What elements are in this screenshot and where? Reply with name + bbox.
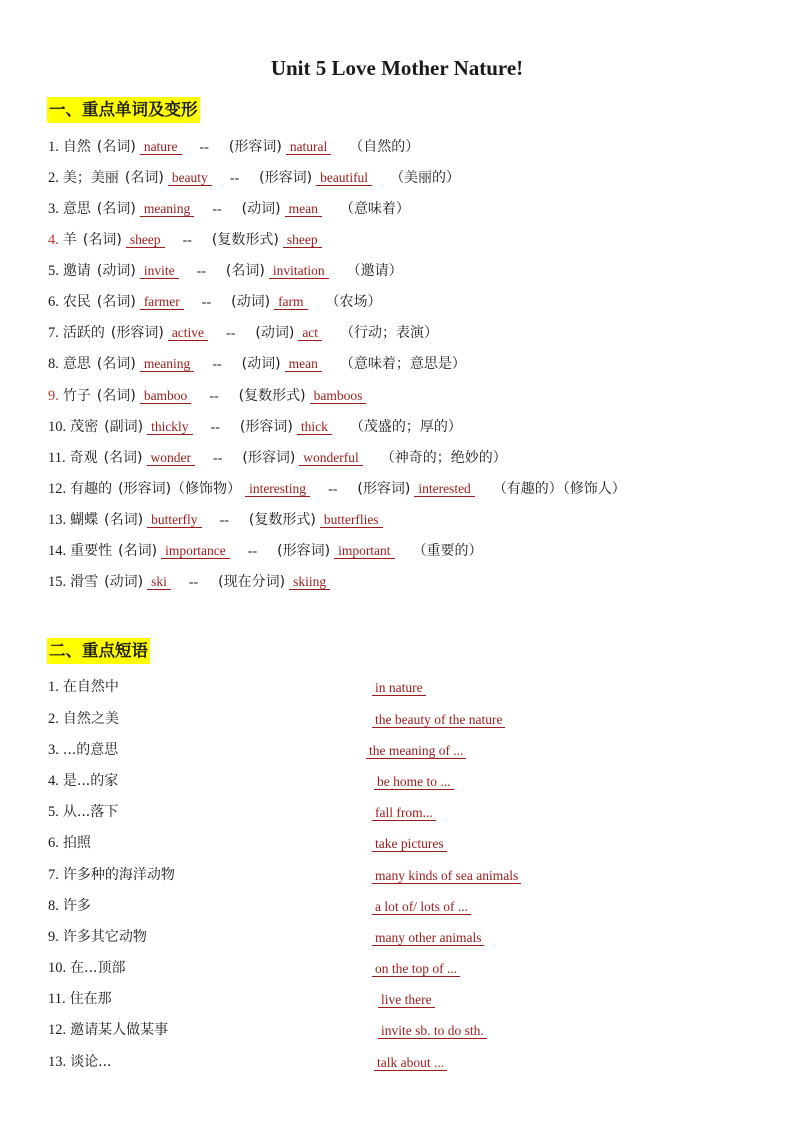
part-of-speech-1: (动词) — [104, 574, 144, 590]
phrase-row — [48, 771, 118, 791]
part-of-speech-1: (名词) — [96, 294, 136, 310]
answer-1: farmer — [140, 294, 184, 310]
answer-2: skiing — [289, 574, 330, 590]
english-phrase-answer: many kinds of sea animals — [372, 868, 521, 884]
chinese-word: 意思 — [62, 356, 91, 372]
part-of-speech-1: (名词) — [96, 356, 136, 372]
row-number: 8. — [48, 356, 59, 372]
answer-1: butterfly — [147, 512, 202, 528]
answer-2: important — [334, 543, 395, 559]
phrase-row — [48, 709, 119, 729]
word-row — [48, 448, 507, 468]
dash-separator: -- — [201, 295, 212, 310]
word-row — [48, 199, 410, 219]
row-number: 3. — [48, 201, 59, 217]
part-of-speech-1: (名词) — [104, 512, 144, 528]
meaning-note: （意味着） — [339, 201, 410, 217]
dash-separator: -- — [196, 264, 206, 279]
part-of-speech-2: (复数形式) — [211, 232, 279, 248]
part-of-speech-2: (动词) — [241, 201, 281, 217]
meaning-note: （农场） — [325, 294, 382, 310]
answer-1: sheep — [126, 232, 165, 248]
word-row — [48, 417, 462, 437]
chinese-word: 羊 — [62, 232, 77, 248]
meaning-note: （行动；表演） — [340, 325, 439, 341]
page-title: Unit 5 Love Mother Nature! — [270, 56, 524, 80]
chinese-phrase: 从...落下 — [62, 804, 119, 820]
english-phrase-answer: the beauty of the nature — [372, 712, 505, 728]
row-number: 1. — [48, 139, 59, 155]
answer-1: importance — [161, 543, 230, 559]
answer-1: nature — [140, 139, 182, 155]
word-row — [48, 386, 384, 406]
dash-separator: -- — [199, 140, 209, 155]
chinese-word: 意思 — [62, 201, 91, 217]
answer-2: bamboos — [310, 388, 367, 404]
phrase-row — [48, 740, 118, 760]
meaning-note: （神奇的；绝妙的） — [380, 450, 507, 466]
chinese-phrase: 许多其它动物 — [62, 929, 147, 945]
part-of-speech-1: (名词) — [96, 201, 136, 217]
part-of-speech-2: (形容词) — [277, 543, 331, 559]
phrase-row — [48, 927, 147, 947]
answer-2: interested — [414, 481, 474, 497]
phrase-row — [48, 865, 175, 885]
answer-1: meaning — [140, 201, 195, 217]
meaning-note: （自然的） — [349, 139, 420, 155]
english-phrase-answer: invite sb. to do sth. — [378, 1023, 487, 1039]
answer-2: act — [298, 325, 322, 341]
chinese-phrase: 许多种的海洋动物 — [62, 867, 175, 883]
english-phrase-answer: be home to ... — [374, 774, 454, 790]
part-of-speech-1: (名词) — [124, 170, 164, 186]
english-phrase-answer: the meaning of ... — [366, 743, 466, 759]
phrase-row — [48, 833, 91, 853]
meaning-note: （意味着；意思是） — [339, 356, 466, 372]
dash-separator: -- — [213, 451, 223, 466]
phrase-row — [48, 896, 91, 916]
answer-1: wonder — [147, 450, 196, 466]
row-number: 13. — [48, 512, 67, 528]
word-row — [48, 479, 626, 499]
phrase-row — [48, 677, 119, 697]
row-number: 8. — [48, 898, 59, 914]
row-number: 6. — [48, 835, 59, 851]
dash-separator: -- — [209, 389, 219, 404]
english-phrase-answer: many other animals — [372, 930, 484, 946]
english-phrase-answer: talk about ... — [374, 1055, 447, 1071]
row-number: 7. — [48, 867, 59, 883]
row-number: 9. — [48, 388, 59, 404]
english-phrase-answer: on the top of ... — [372, 961, 460, 977]
meaning-note: （重要的） — [412, 543, 483, 559]
section-heading-words: 一、重点单词及变形 — [47, 97, 200, 123]
row-number: 9. — [48, 929, 59, 945]
chinese-word: 茂密 — [70, 419, 99, 435]
row-number: 10. — [48, 960, 67, 976]
dash-separator: -- — [212, 357, 222, 372]
meaning-note: （邀请） — [346, 263, 403, 279]
word-row — [48, 323, 438, 343]
part-of-speech-1: (形容词) — [110, 325, 164, 341]
answer-1: meaning — [140, 356, 195, 372]
dash-separator: -- — [182, 233, 192, 248]
meaning-note: （有趣的）（修饰人） — [492, 481, 626, 497]
part-of-speech-2: (复数形式) — [238, 388, 306, 404]
part-of-speech-1: (形容词)（修饰物） — [118, 481, 242, 497]
chinese-phrase: 自然之美 — [62, 711, 119, 727]
answer-1: ski — [147, 574, 171, 590]
part-of-speech-2: (动词) — [241, 356, 281, 372]
answer-2: butterflies — [320, 512, 383, 528]
row-number: 11. — [48, 991, 66, 1007]
answer-2: thick — [297, 419, 332, 435]
phrase-row — [48, 1020, 168, 1040]
row-number: 12. — [48, 1022, 67, 1038]
word-row — [48, 137, 419, 157]
english-phrase-answer: a lot of/ lots of ... — [372, 899, 471, 915]
word-row — [48, 572, 348, 592]
dash-separator: -- — [247, 544, 258, 559]
row-number: 3. — [48, 742, 59, 758]
word-row — [48, 354, 466, 374]
row-number: 12. — [48, 481, 67, 497]
phrase-row — [48, 802, 118, 822]
dash-separator: -- — [210, 420, 220, 435]
chinese-phrase: 住在那 — [69, 991, 112, 1007]
dash-separator: -- — [328, 482, 338, 497]
english-phrase-answer: fall from... — [372, 805, 436, 821]
row-number: 1. — [48, 679, 59, 695]
answer-2: beautiful — [316, 170, 372, 186]
chinese-phrase: 邀请某人做某事 — [70, 1022, 169, 1038]
chinese-word: 美；美丽 — [62, 170, 119, 186]
row-number: 2. — [48, 170, 59, 186]
row-number: 11. — [48, 450, 66, 466]
chinese-phrase: 在自然中 — [62, 679, 119, 695]
row-number: 13. — [48, 1054, 67, 1070]
chinese-phrase: 是...的家 — [62, 773, 119, 789]
row-number: 7. — [48, 325, 59, 341]
chinese-word: 重要性 — [70, 543, 113, 559]
row-number: 15. — [48, 574, 67, 590]
chinese-word: 有趣的 — [70, 481, 113, 497]
chinese-phrase: ...的意思 — [62, 742, 119, 758]
part-of-speech-1: (名词) — [103, 450, 143, 466]
chinese-word: 农民 — [62, 294, 91, 310]
chinese-phrase: 谈论... — [70, 1054, 112, 1070]
chinese-word: 活跃的 — [62, 325, 105, 341]
dash-separator: -- — [226, 326, 236, 341]
answer-2: sheep — [283, 232, 322, 248]
part-of-speech-2: (形容词) — [228, 139, 282, 155]
chinese-word: 滑雪 — [70, 574, 99, 590]
row-number: 4. — [48, 773, 59, 789]
dash-separator: -- — [188, 575, 199, 590]
meaning-note: （美丽的） — [390, 170, 461, 186]
row-number: 5. — [48, 804, 59, 820]
row-number: 10. — [48, 419, 67, 435]
part-of-speech-2: (动词) — [255, 325, 295, 341]
english-phrase-answer: in nature — [372, 680, 426, 696]
answer-1: bamboo — [140, 388, 192, 404]
part-of-speech-1: (名词) — [118, 543, 158, 559]
answer-1: beauty — [168, 170, 212, 186]
section-heading-phrases: 二、重点短语 — [47, 638, 150, 664]
word-row — [48, 230, 340, 250]
chinese-phrase: 拍照 — [62, 835, 91, 851]
answer-2: natural — [286, 139, 331, 155]
part-of-speech-2: (形容词) — [259, 170, 313, 186]
part-of-speech-1: (副词) — [104, 419, 144, 435]
answer-2: mean — [285, 201, 322, 217]
row-number: 2. — [48, 711, 59, 727]
chinese-word: 邀请 — [62, 263, 91, 279]
chinese-word: 自然 — [62, 139, 91, 155]
phrase-row — [48, 989, 112, 1009]
meaning-note: （茂盛的；厚的） — [349, 419, 462, 435]
word-row — [48, 541, 483, 561]
answer-1: interesting — [245, 481, 310, 497]
chinese-word: 奇观 — [69, 450, 98, 466]
chinese-word: 竹子 — [62, 388, 91, 404]
part-of-speech-1: (名词) — [96, 139, 136, 155]
english-phrase-answer: live there — [378, 992, 435, 1008]
dash-separator: -- — [219, 513, 229, 528]
part-of-speech-1: (名词) — [96, 388, 136, 404]
dash-separator: -- — [212, 202, 222, 217]
word-row — [48, 292, 382, 312]
answer-1: active — [168, 325, 208, 341]
chinese-phrase: 在...顶部 — [70, 960, 126, 976]
word-row — [48, 261, 403, 281]
chinese-word: 蝴蝶 — [70, 512, 99, 528]
part-of-speech-2: (复数形式) — [248, 512, 316, 528]
part-of-speech-2: (形容词) — [239, 419, 293, 435]
answer-2: farm — [274, 294, 307, 310]
phrase-row — [48, 958, 125, 978]
row-number: 14. — [48, 543, 67, 559]
word-row — [48, 510, 401, 530]
part-of-speech-2: (名词) — [225, 263, 265, 279]
answer-2: mean — [285, 356, 322, 372]
part-of-speech-1: (名词) — [82, 232, 122, 248]
dash-separator: -- — [229, 171, 240, 186]
answer-2: wonderful — [299, 450, 362, 466]
row-number: 4. — [48, 232, 59, 248]
part-of-speech-2: (形容词) — [242, 450, 296, 466]
row-number: 5. — [48, 263, 59, 279]
answer-1: invite — [140, 263, 179, 279]
part-of-speech-2: (形容词) — [357, 481, 411, 497]
word-row — [48, 168, 460, 188]
answer-1: thickly — [147, 419, 193, 435]
english-phrase-answer: take pictures — [372, 836, 447, 852]
part-of-speech-2: (现在分词) — [218, 574, 286, 590]
answer-2: invitation — [269, 263, 329, 279]
part-of-speech-2: (动词) — [231, 294, 271, 310]
phrase-row — [48, 1052, 111, 1072]
row-number: 6. — [48, 294, 59, 310]
part-of-speech-1: (动词) — [96, 263, 136, 279]
chinese-phrase: 许多 — [62, 898, 91, 914]
